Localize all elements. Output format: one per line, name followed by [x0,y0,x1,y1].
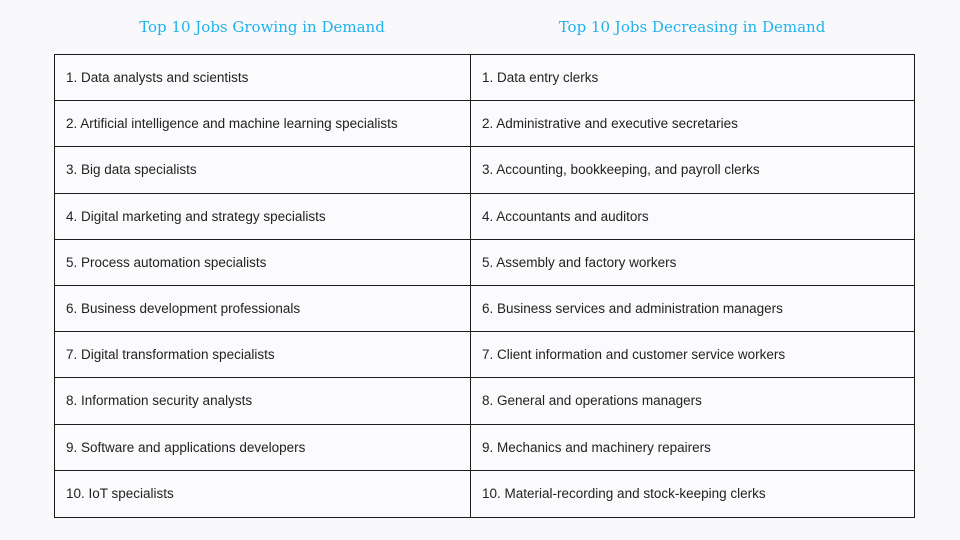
growing-job-cell: 3. Big data specialists [55,147,471,193]
decreasing-job-cell: 10. Material-recording and stock-keeping clerks [482,486,766,502]
growing-jobs-heading: Top 10 Jobs Growing in Demand [139,18,385,36]
decreasing-job-cell: 7. Client information and customer service workers [471,332,914,378]
growing-job-cell: 1. Data analysts and scientists [55,55,471,101]
growing-job-cell: 5. Process automation specialists [55,240,471,286]
decreasing-job-cell: 4. Accountants and auditors [471,194,914,240]
growing-job-cell: 6. Business development professionals [55,286,471,332]
growing-job-cell: 7. Digital transformation specialists [55,332,471,378]
decreasing-job-cell: 3. Accounting, bookkeeping, and payroll clerks [471,147,914,193]
decreasing-job-cell: 9. Mechanics and machinery repairers [471,425,914,471]
decreasing-jobs-heading: Top 10 Jobs Decreasing in Demand [558,18,826,36]
decreasing-job-cell: 5. Assembly and factory workers [471,240,914,286]
decreasing-job-cell: 2. Administrative and executive secretaries [471,101,914,147]
jobs-comparison-table [54,54,915,518]
growing-job-cell: 9. Software and applications developers [55,425,471,471]
growing-job-cell: 8. Information security analysts [55,378,471,424]
growing-job-cell: 4. Digital marketing and strategy specialists [55,194,471,240]
decreasing-job-cell: 1. Data entry clerks [471,55,914,101]
decreasing-job-cell: 6. Business services and administration managers [471,286,914,332]
decreasing-job-cell: 8. General and operations managers [471,378,914,424]
growing-job-cell: 10. IoT specialists [55,471,471,517]
growing-job-cell: 2. Artificial intelligence and machine learning specialists [55,101,471,147]
